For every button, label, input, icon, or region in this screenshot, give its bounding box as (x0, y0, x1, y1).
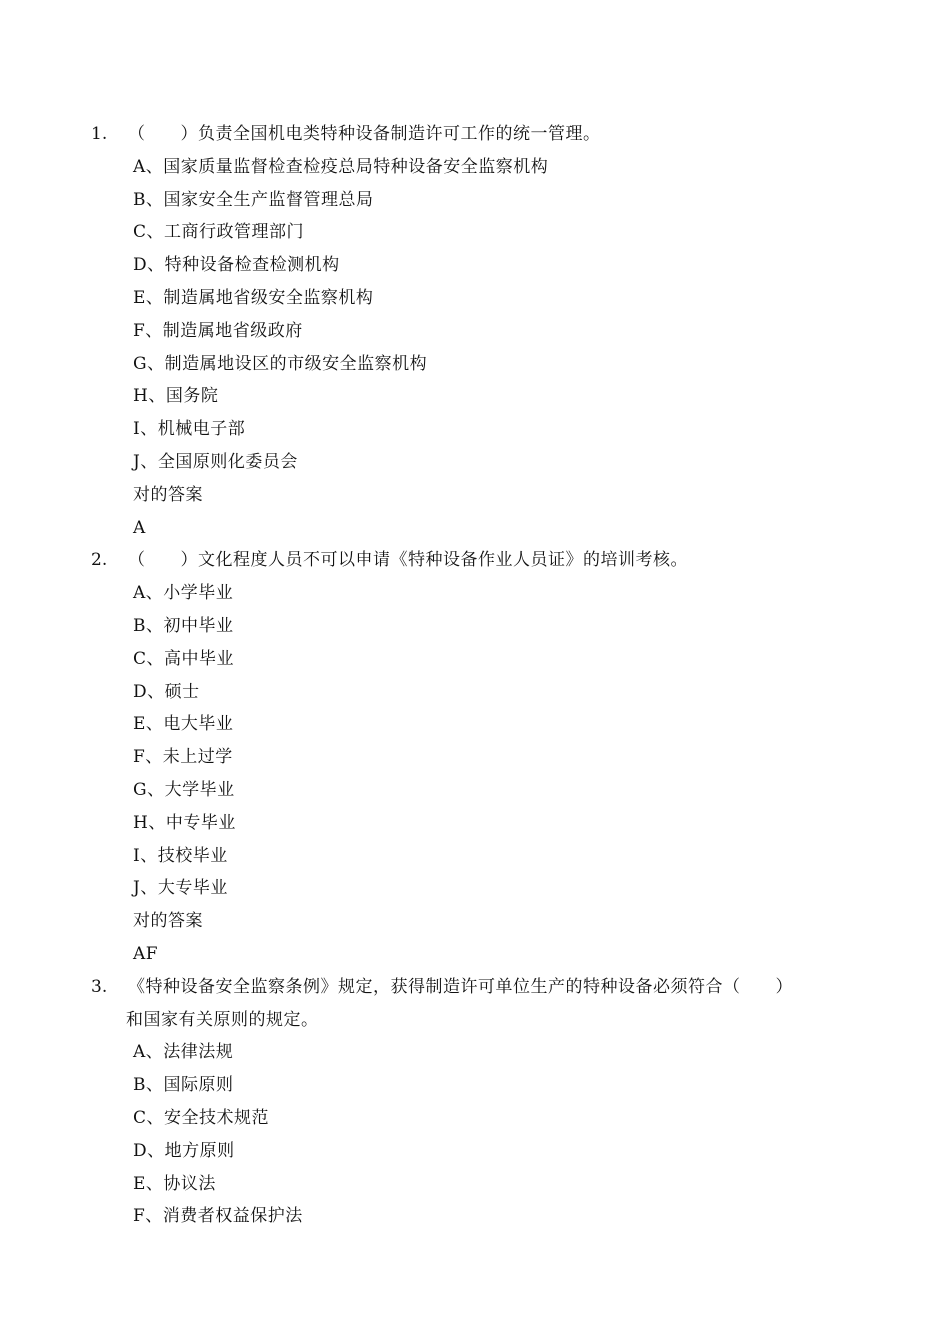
option-b: B、初中毕业 (133, 615, 234, 636)
option-line (0, 741, 950, 774)
option-line (0, 151, 950, 184)
option-c: C、安全技术规范 (133, 1107, 270, 1128)
option-line (0, 413, 950, 446)
question-1-stem (0, 118, 950, 151)
option-f: F、消费者权益保护法 (133, 1206, 303, 1227)
option-a: A、国家质量监督检查检疫总局特种设备安全监察机构 (133, 156, 549, 177)
option-line (0, 315, 950, 348)
option-line (0, 446, 950, 479)
option-e: E、协议法 (133, 1173, 216, 1194)
question-3-stem-continued (0, 1004, 950, 1037)
option-a: A、小学毕业 (133, 583, 234, 604)
option-line (0, 643, 950, 676)
question-text-continued: 和国家有关原则的规定。 (126, 1009, 319, 1030)
option-line (0, 1069, 950, 1102)
option-line (0, 807, 950, 840)
question-number: 3. (91, 976, 108, 997)
option-j: J、大专毕业 (133, 878, 228, 899)
option-line (0, 1135, 950, 1168)
answer-label: 对的答案 (133, 484, 203, 505)
question-text: （ ）负责全国机电类特种设备制造许可工作的统一管理。 (128, 124, 601, 144)
question-text: 《特种设备安全监察条例》规定，获得制造许可单位生产的特种设备必须符合（ ） (128, 976, 793, 997)
option-a: A、法律法规 (133, 1042, 234, 1063)
question-3-stem (0, 971, 950, 1004)
option-i: I、技校毕业 (133, 845, 228, 866)
option-f: F、制造属地省级政府 (133, 320, 303, 341)
option-line (0, 840, 950, 873)
option-h: H、中专毕业 (133, 812, 236, 833)
option-j: J、全国原则化委员会 (133, 451, 298, 472)
option-line (0, 216, 950, 249)
option-d: D、地方原则 (133, 1140, 235, 1161)
option-line (0, 282, 950, 315)
answer-value: A (133, 517, 146, 538)
option-g: G、制造属地设区的市级安全监察机构 (133, 353, 428, 374)
option-line (0, 1036, 950, 1069)
option-line (0, 1102, 950, 1135)
question-text: （ ）文化程度人员不可以申请《特种设备作业人员证》的培训考核。 (128, 550, 688, 571)
answer-label-line (0, 479, 950, 512)
question-2-stem (0, 544, 950, 577)
document-page (0, 118, 950, 1233)
option-line (0, 380, 950, 413)
option-d: D、硕士 (133, 681, 200, 702)
option-line (0, 708, 950, 741)
answer-line (0, 938, 950, 971)
option-h: H、国务院 (133, 386, 219, 407)
question-number: 2. (91, 550, 108, 571)
answer-label: 对的答案 (133, 911, 203, 932)
question-number: 1. (91, 124, 108, 144)
option-line (0, 872, 950, 905)
option-b: B、国家安全生产监督管理总局 (133, 189, 374, 210)
option-e: E、电大毕业 (133, 714, 234, 735)
option-line (0, 348, 950, 381)
option-line (0, 1200, 950, 1233)
option-i: I、机械电子部 (133, 419, 246, 440)
option-e: E、制造属地省级安全监察机构 (133, 287, 374, 308)
answer-value: AF (133, 943, 159, 964)
option-line (0, 184, 950, 217)
option-line (0, 676, 950, 709)
option-line (0, 774, 950, 807)
option-line (0, 1168, 950, 1201)
option-line (0, 249, 950, 282)
answer-label-line (0, 905, 950, 938)
option-g: G、大学毕业 (133, 779, 235, 800)
option-c: C、工商行政管理部门 (133, 222, 305, 243)
option-b: B、国际原则 (133, 1075, 234, 1096)
option-d: D、特种设备检查检测机构 (133, 255, 340, 276)
option-c: C、高中毕业 (133, 648, 235, 669)
option-line (0, 610, 950, 643)
answer-line (0, 512, 950, 545)
option-line (0, 577, 950, 610)
option-f: F、未上过学 (133, 747, 233, 768)
